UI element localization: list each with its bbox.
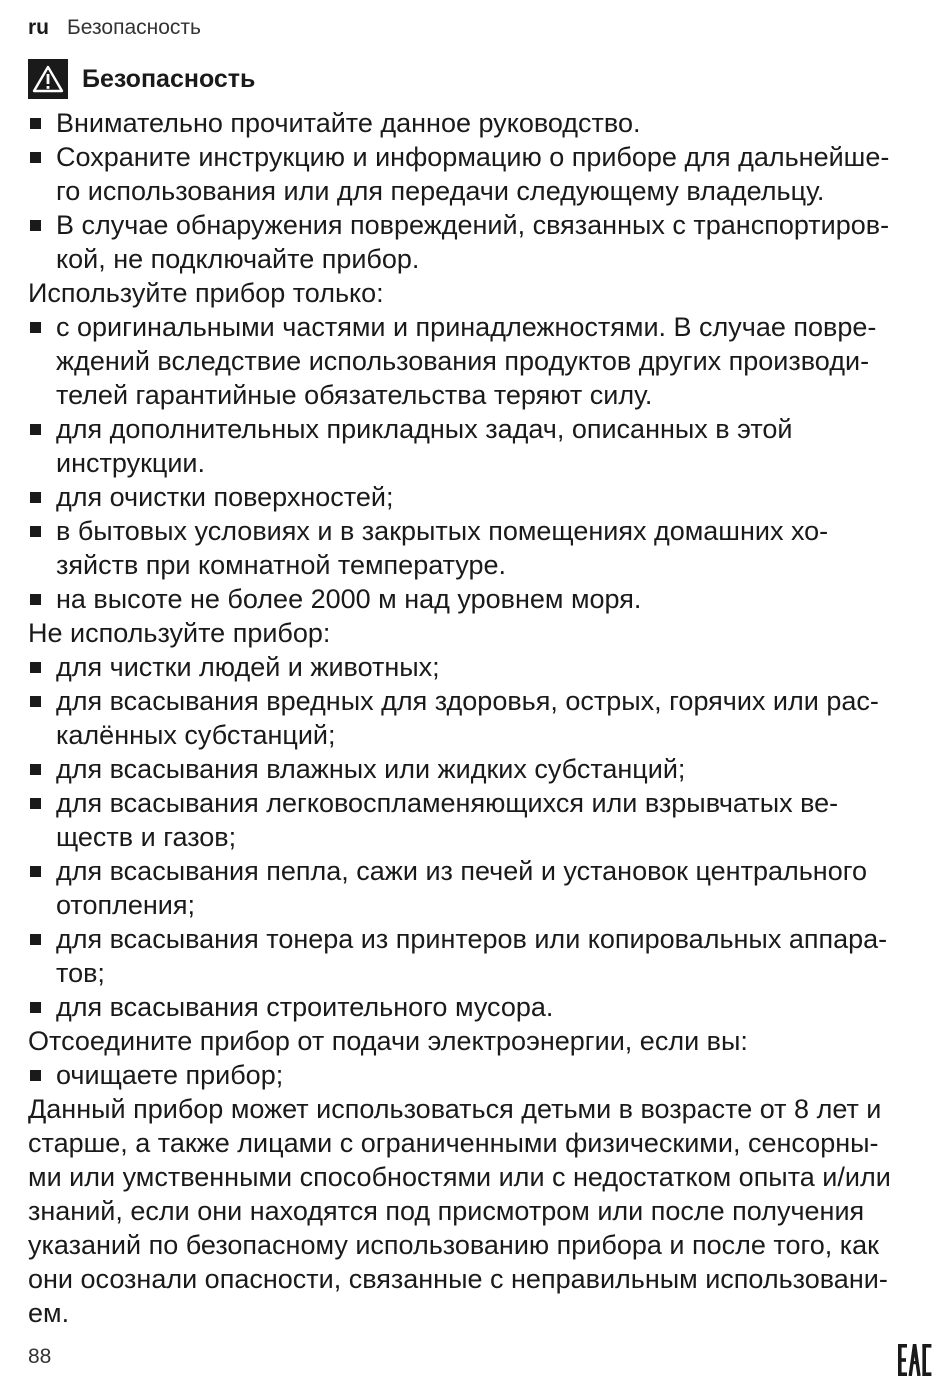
list-item: для очистки поверхностей;: [28, 480, 933, 514]
header-section: Безопасность: [67, 16, 201, 39]
section-title-row: [28, 59, 255, 99]
square-bullet-icon: [28, 514, 56, 582]
language-code: ru: [28, 16, 49, 39]
square-bullet-icon: [28, 786, 56, 854]
square-bullet-icon: [28, 106, 56, 140]
page-number: 88: [28, 1345, 52, 1368]
running-header: [28, 16, 201, 40]
nouse-heading: Не используйте прибор:: [28, 618, 331, 648]
square-bullet-icon: [28, 412, 56, 480]
safety-content: [28, 106, 933, 1330]
list-item: с оригинальными частями и принадлежностями. В случае повре- ждений вследствие использования продуктов других производи- телей гарантийные обязательства теряют силу.: [28, 310, 933, 412]
square-bullet-icon: [28, 480, 56, 514]
list-item: в бытовых условиях и в закрытых помещениях домашних хо- зяйств при комнатной температуре.: [28, 514, 933, 582]
square-bullet-icon: [28, 310, 56, 412]
disconnect-heading: Отсоедините прибор от подачи электроэнергии, если вы:: [28, 1026, 748, 1056]
list-item: для всасывания вредных для здоровья, острых, горячих или рас- калённых субстанций;: [28, 684, 933, 752]
square-bullet-icon: [28, 684, 56, 752]
square-bullet-icon: [28, 1058, 56, 1092]
list-item: Внимательно прочитайте данное руководство.: [28, 106, 933, 140]
list-item: В случае обнаружения повреждений, связанных с транспортиров- кой, не подключайте прибор.: [28, 208, 933, 276]
square-bullet-icon: [28, 990, 56, 1024]
use-heading: Используйте прибор только:: [28, 278, 384, 308]
square-bullet-icon: [28, 208, 56, 276]
square-bullet-icon: [28, 140, 56, 208]
list-item: на высоте не более 2000 м над уровнем моря.: [28, 582, 933, 616]
list-item: для всасывания строительного мусора.: [28, 990, 933, 1024]
square-bullet-icon: [28, 922, 56, 990]
square-bullet-icon: [28, 650, 56, 684]
eac-mark-icon: [898, 1344, 932, 1381]
list-item: для всасывания влажных или жидких субстанций;: [28, 752, 933, 786]
list-item: очищаете прибор;: [28, 1058, 933, 1092]
square-bullet-icon: [28, 854, 56, 922]
list-item: для всасывания легковоспламеняющихся или взрывчатых ве- ществ и газов;: [28, 786, 933, 854]
square-bullet-icon: [28, 582, 56, 616]
list-item: для всасывания пепла, сажи из печей и установок центрального отопления;: [28, 854, 933, 922]
children-paragraph: Данный прибор может использоваться детьми в возрасте от 8 лет и старше, а также лицами с ограниченными физическими, сенсорны- ми или умственными способностями или с недостатком опыта и/или знаний, если они находятся под присмотром или после получения указаний по безопасному использованию прибора и после того, как они осознали опасности, связанные с неправильным использовани- ем.: [28, 1094, 891, 1328]
list-item: для чистки людей и животных;: [28, 650, 933, 684]
square-bullet-icon: [28, 752, 56, 786]
warning-triangle-icon: [28, 59, 68, 99]
list-item: для дополнительных прикладных задач, описанных в этой инструкции.: [28, 412, 933, 480]
list-item: для всасывания тонера из принтеров или копировальных аппара- тов;: [28, 922, 933, 990]
page-title: Безопасность: [82, 64, 256, 93]
list-item: Сохраните инструкцию и информацию о приборе для дальнейше- го использования или для передачи следующему владельцу.: [28, 140, 933, 208]
